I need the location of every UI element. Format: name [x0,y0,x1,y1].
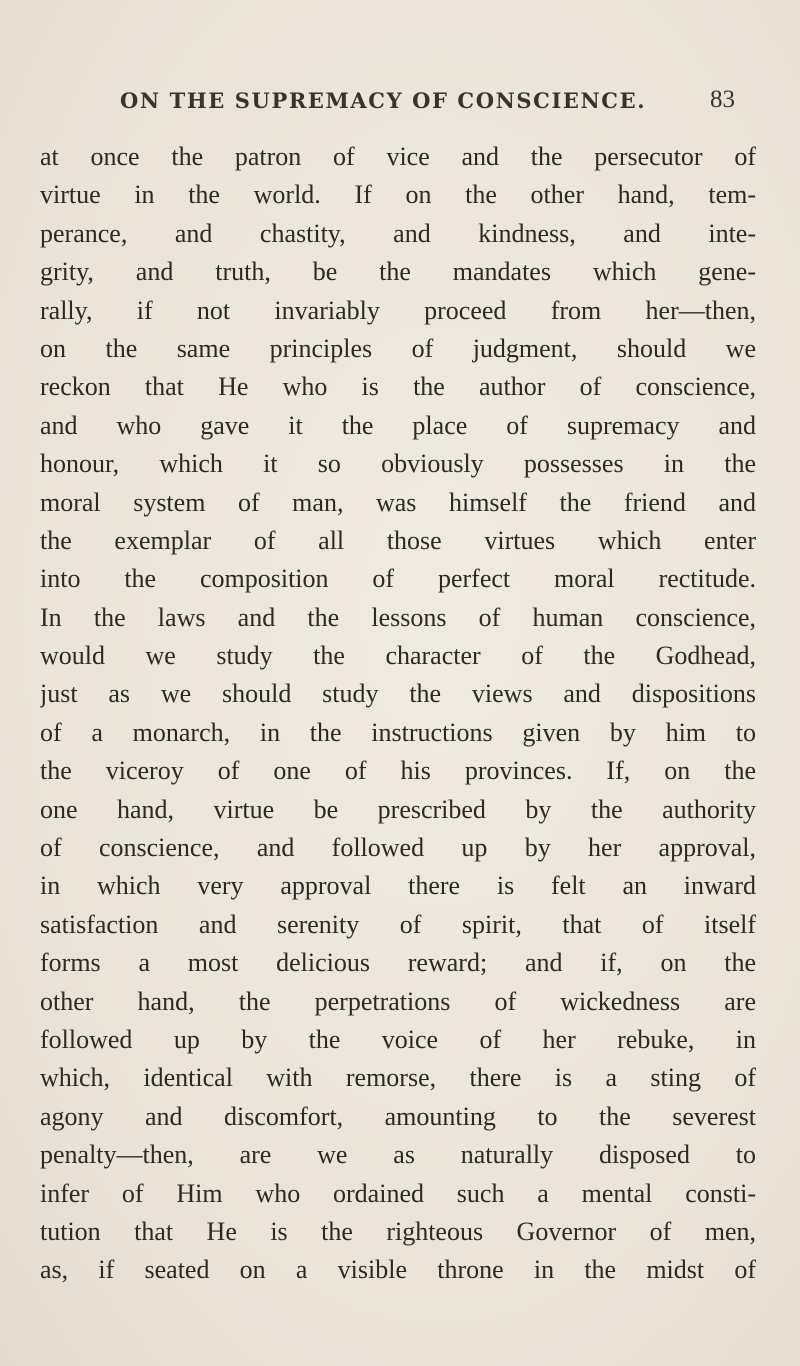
text-line: which, identical with remorse, there is a sting of [40,1063,756,1093]
text-line: reckon that He who is the author of conscience, [40,372,756,402]
text-line: the viceroy of one of his provinces. If, on the [40,756,756,786]
text-line: would we study the character of the Godhead, [40,641,756,671]
text-line: of conscience, and followed up by her approval, [40,833,756,863]
text-line: moral system of man, was himself the friend and [40,487,756,517]
running-head [120,86,735,124]
text-line: followed up by the voice of her rebuke, in [40,1024,756,1054]
text-line: just as we should study the views and dispositions [40,679,756,709]
text-line: rally, if not invariably proceed from her—then, [40,295,756,325]
running-head-title: ON THE SUPREMACY OF CONSCIENCE. [120,88,647,113]
body-text [40,138,756,1290]
text-line: other hand, the perpetrations of wickedness are [40,986,756,1016]
text-line: grity, and truth, be the mandates which gene- [40,257,756,287]
text-line: one hand, virtue be prescribed by the authority [40,794,756,824]
text-line: virtue in the world. If on the other hand, tem- [40,180,756,210]
text-line: in which very approval there is felt an inward [40,871,756,901]
text-line: tution that He is the righteous Governor of men, [40,1216,756,1246]
text-line: the exemplar of all those virtues which enter [40,525,756,555]
text-line: on the same principles of judgment, should we [40,333,756,363]
text-line: satisfaction and serenity of spirit, that of itself [40,909,756,939]
page-number: 83 [710,86,735,113]
text-line: as, if seated on a visible throne in the midst of [40,1255,756,1285]
text-line: into the composition of perfect moral rectitude. [40,564,756,594]
text-line: honour, which it so obviously possesses in the [40,449,756,479]
text-line: agony and discomfort, amounting to the severest [40,1101,756,1131]
text-line: penalty—then, are we as naturally disposed to [40,1140,756,1170]
text-line: infer of Him who ordained such a mental consti- [40,1178,756,1208]
text-line: of a monarch, in the instructions given by him to [40,717,756,747]
text-line: at once the patron of vice and the persecutor of [40,142,756,171]
text-line: forms a most delicious reward; and if, on the [40,948,756,978]
text-line: perance, and chastity, and kindness, and inte- [40,218,756,248]
text-line: and who gave it the place of supremacy and [40,410,756,440]
text-line: In the laws and the lessons of human conscience, [40,602,756,632]
